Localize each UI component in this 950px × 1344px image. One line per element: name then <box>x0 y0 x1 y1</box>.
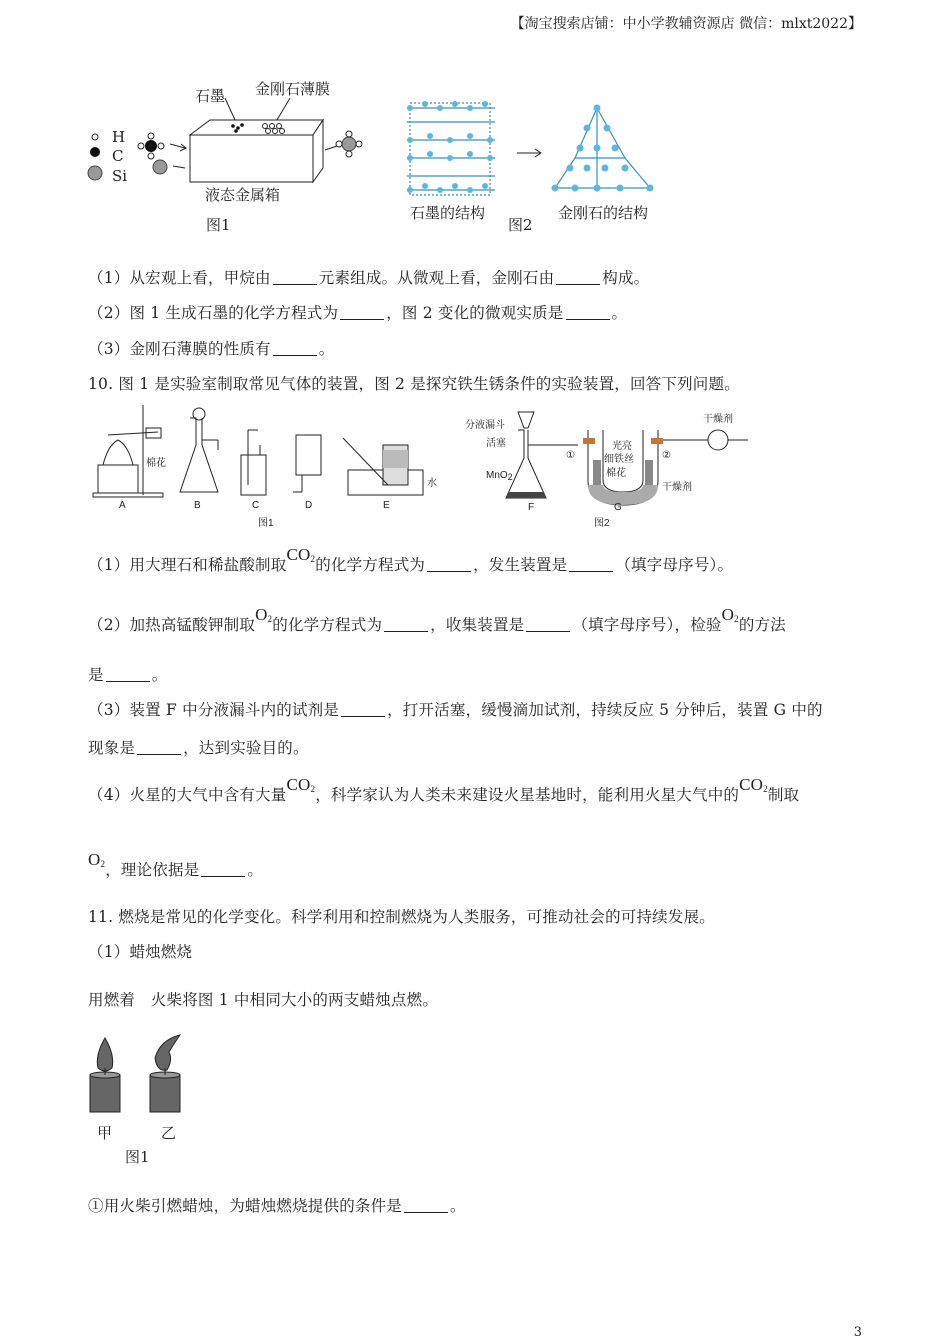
blank[interactable] <box>273 354 317 356</box>
blank[interactable] <box>427 570 471 572</box>
q11-intro: 用燃着 火柴将图 1 中相同大小的两支蜡烛点燃。 <box>88 991 439 1009</box>
blank[interactable] <box>526 630 570 632</box>
label-g: G <box>614 502 622 513</box>
q10-p1: （1）用大理石和稀盐酸制取$CO_2$的化学方程式为 ，发生装置是 （填字母序号）。 <box>88 545 734 574</box>
label-cotton-g: 棉花 <box>606 468 626 479</box>
blank[interactable] <box>340 318 384 320</box>
label-graphite: 石墨 <box>195 87 226 105</box>
q9-p1: （1）从宏观上看，甲烷由 元素组成。从微观上看，金刚石由 构成。 <box>88 269 650 287</box>
legend-h: H <box>112 128 126 146</box>
blank[interactable] <box>341 715 385 717</box>
q11-sub1: （1）蜡烛燃烧 <box>88 943 193 961</box>
label-diamond-film: 金刚石薄膜 <box>255 80 331 98</box>
diamond-structure-label: 金刚石的结构 <box>558 204 649 222</box>
fig2-apparatus-label: 图2 <box>594 518 610 529</box>
q9-p2: （2）图 1 生成石墨的化学方程式为 ，图 2 变化的微观实质是 。 <box>88 304 628 322</box>
q11-circle1: ①用火柴引燃蜡烛，为蜡烛燃烧提供的条件是 。 <box>88 1197 466 1215</box>
figure-candles <box>85 1030 195 1115</box>
label-b: B <box>194 500 201 511</box>
page-number: 3 <box>853 1325 862 1340</box>
legend-si: Si <box>112 167 128 185</box>
label-funnel: 分液漏斗 <box>465 420 505 431</box>
q10-p3-cont: 现象是 ，达到实验目的。 <box>88 739 309 757</box>
label-desiccant-bottom: 干燥剂 <box>662 482 692 493</box>
fig1-apparatus-label: 图1 <box>258 518 274 529</box>
blank[interactable] <box>556 283 600 285</box>
blank[interactable] <box>273 283 317 285</box>
label-stopcock: 活塞 <box>486 438 506 449</box>
blank[interactable] <box>384 630 428 632</box>
blank[interactable] <box>569 570 613 572</box>
label-mark2: ② <box>662 450 671 461</box>
blank[interactable] <box>404 1211 448 1213</box>
q10-p2: （2）加热高锰酸钾制取$O_2$的化学方程式为 ，收集装置是 （填字母序号），检验$O_2$的方法 <box>88 605 786 634</box>
candle-b-label: 乙 <box>161 1124 177 1142</box>
blank[interactable] <box>201 875 245 877</box>
q10-p4-cont: $O_2$，理论依据是 。 <box>88 850 264 879</box>
label-water: 水 <box>427 478 437 489</box>
label-liquid-metal: 液态金属箱 <box>205 186 281 204</box>
fig2-label: 图2 <box>508 216 533 234</box>
label-cotton: 棉花 <box>146 458 166 469</box>
candle-a-label: 甲 <box>97 1124 113 1142</box>
q9-p3: （3）金刚石薄膜的性质有 。 <box>88 340 335 358</box>
header-banner: 【淘宝搜索店铺：中小学教辅资源店 微信：mlxt2022】 <box>510 16 862 32</box>
label-mno2: MnO2 <box>486 470 513 482</box>
q11-title: 11. 燃烧是常见的化学变化。科学利用和控制燃烧为人类服务，可推动社会的可持续发展。 <box>88 908 715 926</box>
label-bright: 光亮 <box>612 441 632 452</box>
q10-p3: （3）装置 F 中分液漏斗内的试剂是 ，打开活塞，缓慢滴加试剂，持续反应 5 分钟后，装置 G 中的 <box>88 701 823 719</box>
label-fine-wire: 细铁丝 <box>604 454 634 465</box>
label-f: F <box>528 502 535 513</box>
q10-title: 10. 图 1 是实验室制取常见气体的装置，图 2 是探究铁生锈条件的实验装置，回答下列问题。 <box>88 375 740 393</box>
q10-p4: （4）火星的大气中含有大量$CO_2$，科学家认为人类未来建设火星基地时，能利用火星大气中的$CO_2$制取 <box>88 775 800 804</box>
label-mark1: ① <box>566 450 575 461</box>
label-e: E <box>383 500 390 511</box>
blank[interactable] <box>137 753 181 755</box>
fig1-label: 图1 <box>206 216 231 234</box>
blank[interactable] <box>106 680 150 682</box>
label-desiccant-top: 干燥剂 <box>703 414 733 425</box>
candle-fig1-label: 图1 <box>125 1148 150 1166</box>
blank[interactable] <box>566 318 610 320</box>
legend-c: C <box>112 147 124 165</box>
label-c: C <box>252 500 260 511</box>
q10-p2-cont: 是 。 <box>88 666 168 684</box>
label-a: A <box>119 500 126 511</box>
label-d: D <box>305 500 313 511</box>
graphite-structure-label: 石墨的结构 <box>410 204 486 222</box>
figure-apparatus <box>88 400 768 530</box>
